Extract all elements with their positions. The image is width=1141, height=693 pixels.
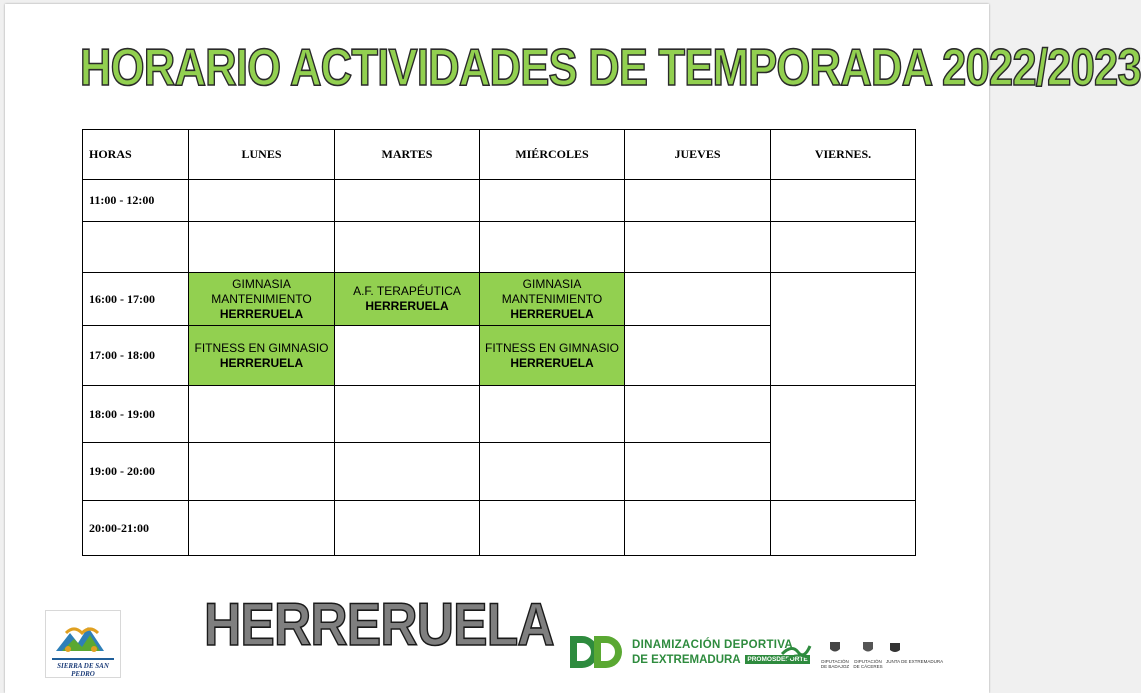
empty-cell (625, 443, 771, 501)
crest-icon (852, 640, 884, 654)
empty-cell (625, 326, 771, 386)
time-cell (83, 222, 189, 273)
empty-cell (189, 443, 335, 501)
activity-af-martes (335, 273, 480, 326)
empty-cell (189, 222, 335, 273)
sponsor-label: DIPUTACIÓN DE BADAJOZ (820, 659, 850, 669)
sponsor-label: JUNTA DE EXTREMADURA (886, 659, 944, 664)
empty-cell (335, 386, 480, 443)
header-viernes: VIERNES. (771, 130, 916, 180)
empty-cell (335, 443, 480, 501)
activity-name: MANTENIMIENTO (501, 291, 603, 306)
time-cell: 17:00 - 18:00 (83, 326, 189, 386)
empty-cell (335, 180, 480, 222)
crest-icon (818, 640, 852, 654)
time-cell: 20:00-21:00 (83, 501, 189, 556)
header-horas: HORAS (83, 130, 189, 180)
left-logo-text: SIERRA DE SAN PEDRO (57, 662, 109, 678)
header-miercoles: MIÉRCOLES (480, 130, 625, 180)
dd-line2-text: DE EXTREMADURA (632, 654, 741, 666)
junta-emblem-icon (886, 640, 966, 654)
empty-cell (625, 180, 771, 222)
activity-name: FITNESS EN GIMNASIO (484, 340, 619, 355)
activity-place: HERRERUELA (219, 306, 304, 321)
sponsor-caceres (852, 640, 884, 669)
dd-line1: DINAMIZACIÓN DEPORTIVA (632, 639, 793, 651)
sponsor-junta (886, 640, 966, 664)
activity-place: HERRERUELA (510, 306, 594, 321)
page-title: HORARIO ACTIVIDADES DE TEMPORADA 2022/2023 (79, 39, 1141, 97)
activity-fitness-lunes (189, 326, 335, 386)
empty-cell (480, 443, 625, 501)
sponsor-badajoz (818, 640, 852, 669)
empty-cell (625, 222, 771, 273)
schedule-table (82, 129, 916, 556)
activity-name: MANTENIMIENTO (211, 291, 312, 306)
empty-cell (335, 222, 480, 273)
activity-place: HERRERUELA (365, 299, 449, 313)
town-name: HERRERUELA (204, 591, 554, 658)
activity-name: FITNESS EN GIMNASIO (194, 340, 329, 355)
extremadura-swoosh-icon (780, 640, 812, 664)
empty-cell (480, 386, 625, 443)
header-martes: MARTES (335, 130, 480, 180)
time-cell: 16:00 - 17:00 (83, 273, 189, 326)
empty-cell (771, 386, 916, 501)
header-lunes: LUNES (189, 130, 335, 180)
empty-cell (625, 386, 771, 443)
dd-logo-icon (568, 634, 626, 670)
sierra-san-pedro-logo (45, 610, 121, 678)
activity-gimnasia-miercoles (480, 273, 625, 326)
empty-cell (189, 180, 335, 222)
empty-cell (625, 273, 771, 326)
time-cell: 19:00 - 20:00 (83, 443, 189, 501)
sponsor-label: DIPUTACIÓN DE CÁCERES (853, 659, 883, 669)
empty-cell (480, 180, 625, 222)
activity-name: A.F. TERAPÉUTICA (353, 284, 461, 298)
empty-cell (771, 180, 916, 222)
time-cell: 11:00 - 12:00 (83, 180, 189, 222)
activity-gimnasia-lunes (189, 273, 335, 326)
activity-fitness-miercoles (480, 326, 625, 386)
header-row (83, 130, 916, 180)
empty-cell (480, 501, 625, 556)
promosdeporte-badge: PROMOSDEPORTE (747, 656, 808, 664)
table-row (83, 180, 916, 222)
empty-cell (335, 501, 480, 556)
empty-cell (480, 222, 625, 273)
empty-cell (189, 501, 335, 556)
empty-cell (771, 222, 916, 273)
activity-name: GIMNASIA (522, 276, 582, 291)
time-cell: 18:00 - 19:00 (83, 386, 189, 443)
table-row (83, 273, 916, 326)
empty-cell (771, 273, 916, 386)
activity-place: HERRERUELA (510, 355, 594, 370)
empty-cell (625, 501, 771, 556)
activity-name: GIMNASIA (232, 276, 291, 291)
table-row (83, 501, 916, 556)
activity-place: HERRERUELA (219, 355, 304, 370)
table-row (83, 386, 916, 443)
empty-cell (189, 386, 335, 443)
header-jueves: JUEVES (625, 130, 771, 180)
table-row (83, 222, 916, 273)
empty-cell (771, 501, 916, 556)
empty-cell (335, 326, 480, 386)
